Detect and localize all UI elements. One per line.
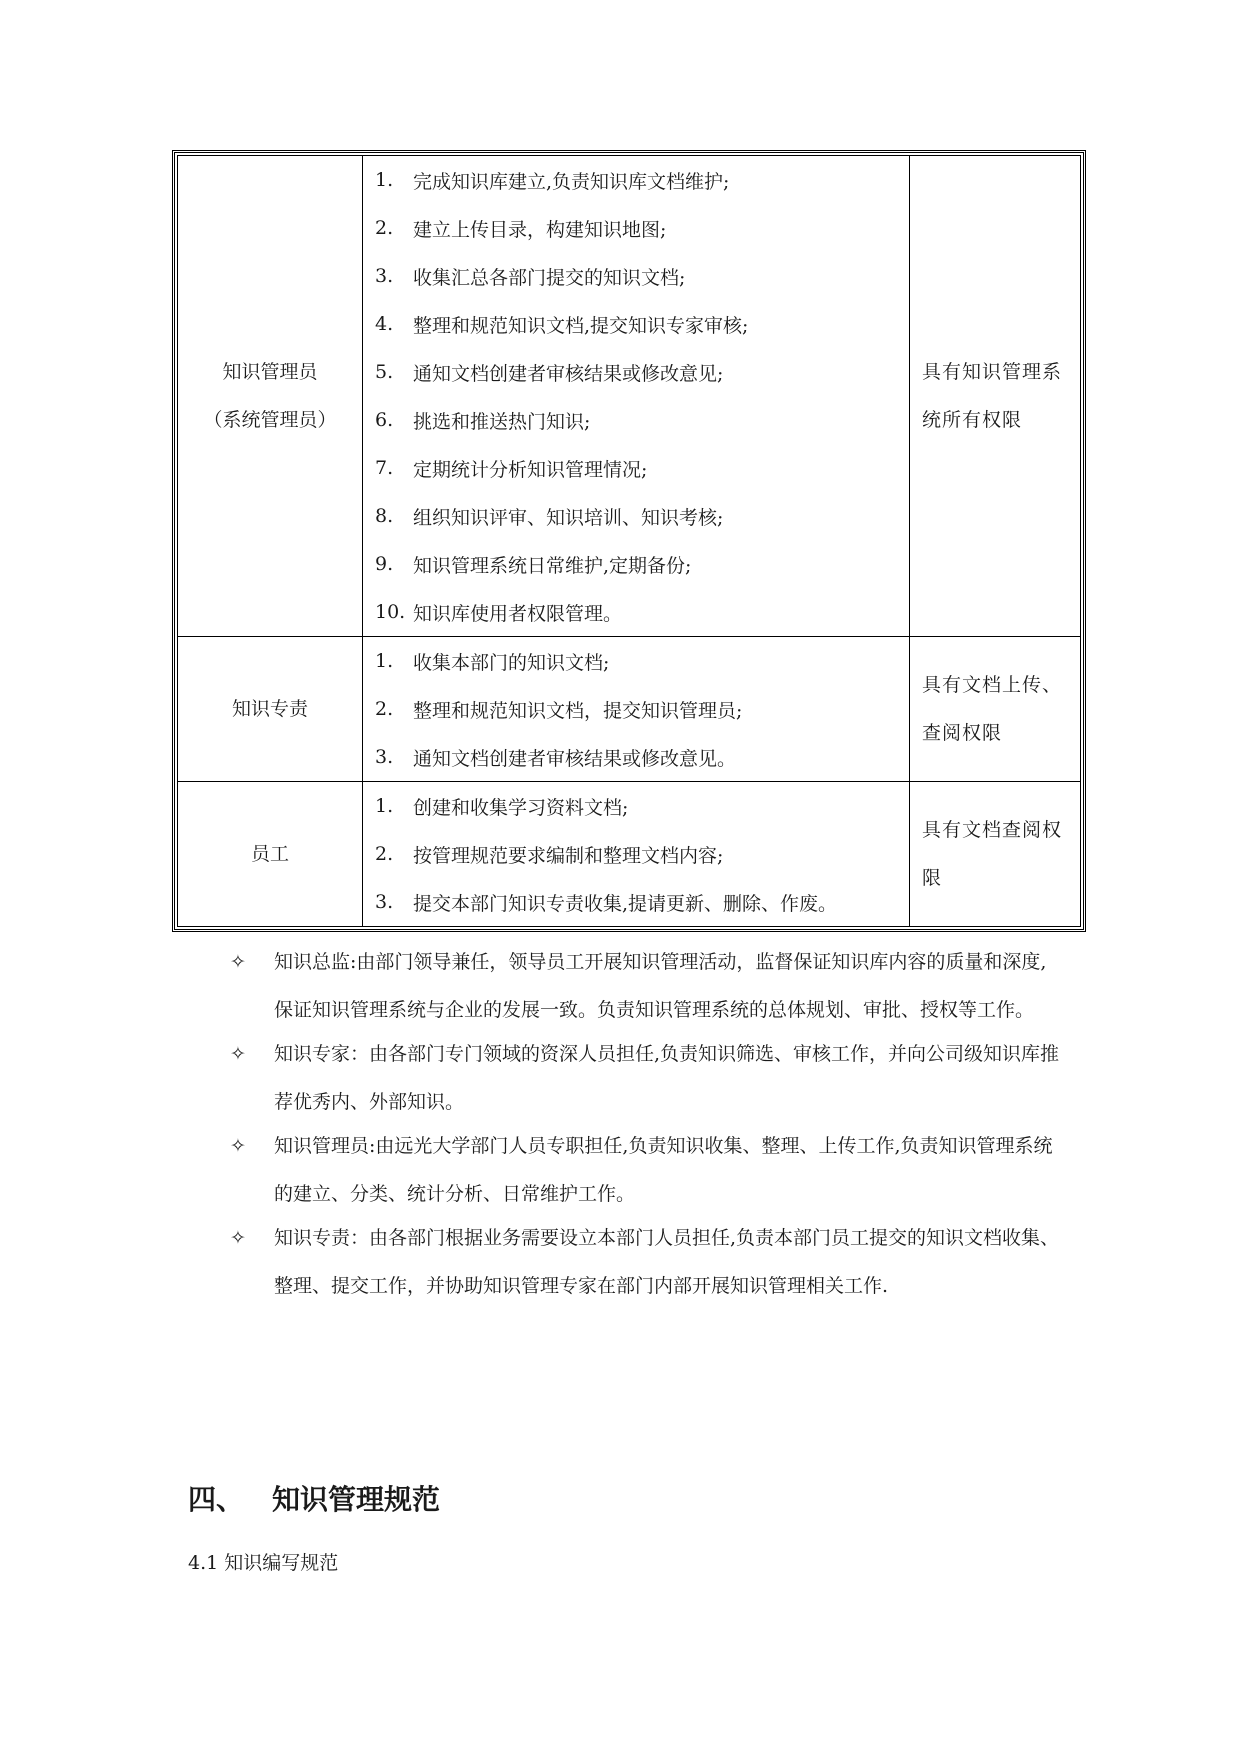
duty-item: 10. 知识库使用者权限管理。 (375, 601, 623, 625)
duty-item: 6. 挑选和推送热门知识; (375, 409, 591, 433)
duty-item: 3. 收集汇总各部门提交的知识文档; (375, 265, 686, 289)
list-item-text: 知识总监:由部门领导兼任，领导员工开展知识管理活动，监督保证知识库内容的质量和深度,保证知识管理系统与企业的发展一致。负责知识管理系统的总体规划、审批、授权等工作。 (274, 951, 1047, 1021)
duty-item: 9. 知识管理系统日常维护,定期备份; (375, 553, 692, 577)
duty-item: 5. 通知文档创建者审核结果或修改意见; (375, 361, 724, 385)
role-cell (178, 637, 363, 782)
permission-cell: 具有文档查阅权限 (910, 782, 1081, 927)
permission-cell: 具有知识管理系统所有权限 (910, 156, 1081, 637)
list-item-text: 知识专家：由各部门专门领域的资深人员担任,负责知识筛选、审核工作，并向公司级知识库推荐优秀内、外部知识。 (274, 1043, 1060, 1113)
duty-item: 3. 通知文档创建者审核结果或修改意见。 (375, 746, 737, 770)
duty-item: 8. 组织知识评审、知识培训、知识考核; (375, 505, 724, 529)
duties-cell (363, 782, 910, 927)
duty-item: 2. 建立上传目录，构建知识地图; (375, 217, 667, 241)
section-heading (188, 1478, 440, 1518)
roles-table (172, 150, 1086, 932)
diamond-bullet-icon: ✧ (230, 951, 246, 973)
role-label: 知识管理员 (222, 361, 318, 383)
duty-item: 1. 收集本部门的知识文档; (375, 650, 610, 674)
list-item-text: 知识管理员:由远光大学部门人员专职担任,负责知识收集、整理、上传工作,负责知识管理系统的建立、分类、统计分析、日常维护工作。 (274, 1135, 1053, 1205)
role-label: 员工 (250, 843, 289, 865)
duty-item: 7. 定期统计分析知识管理情况; (375, 457, 648, 481)
table-row (178, 156, 1081, 637)
duties-cell (363, 156, 910, 637)
table-row (178, 637, 1081, 782)
duty-item: 2. 整理和规范知识文档，提交知识管理员; (375, 698, 743, 722)
diamond-bullet-icon: ✧ (230, 1135, 246, 1157)
role-label-sub: （系统管理员） (203, 409, 337, 431)
section-number: 四、 (188, 1483, 245, 1516)
role-description-list (230, 938, 1060, 1310)
list-item-text: 知识专责：由各部门根据业务需要设立本部门人员担任,负责本部门员工提交的知识文档收集、整理、提交工作，并协助知识管理专家在部门内部开展知识管理相关工作. (274, 1227, 1060, 1297)
list-item (230, 1214, 1060, 1310)
diamond-bullet-icon: ✧ (230, 1043, 246, 1065)
section-title: 知识管理规范 (272, 1483, 441, 1516)
list-item (230, 1122, 1060, 1218)
duty-item: 1. 创建和收集学习资料文档; (375, 795, 629, 819)
duties-cell (363, 637, 910, 782)
list-item (230, 938, 1060, 1034)
list-item (230, 1030, 1060, 1126)
role-label: 知识专责 (231, 698, 308, 720)
duty-item: 4. 整理和规范知识文档,提交知识专家审核; (375, 313, 749, 337)
role-cell (178, 782, 363, 927)
diamond-bullet-icon: ✧ (230, 1227, 246, 1249)
duty-item: 2. 按管理规范要求编制和整理文档内容; (375, 843, 724, 867)
subsection-heading: 4.1 知识编写规范 (188, 1552, 339, 1574)
duty-item: 1. 完成知识库建立,负责知识库文档维护; (375, 169, 730, 193)
role-cell (178, 156, 363, 637)
duty-item: 3. 提交本部门知识专责收集,提请更新、删除、作废。 (375, 891, 838, 915)
table-row (178, 782, 1081, 927)
permission-cell: 具有文档上传、查阅权限 (910, 637, 1081, 782)
